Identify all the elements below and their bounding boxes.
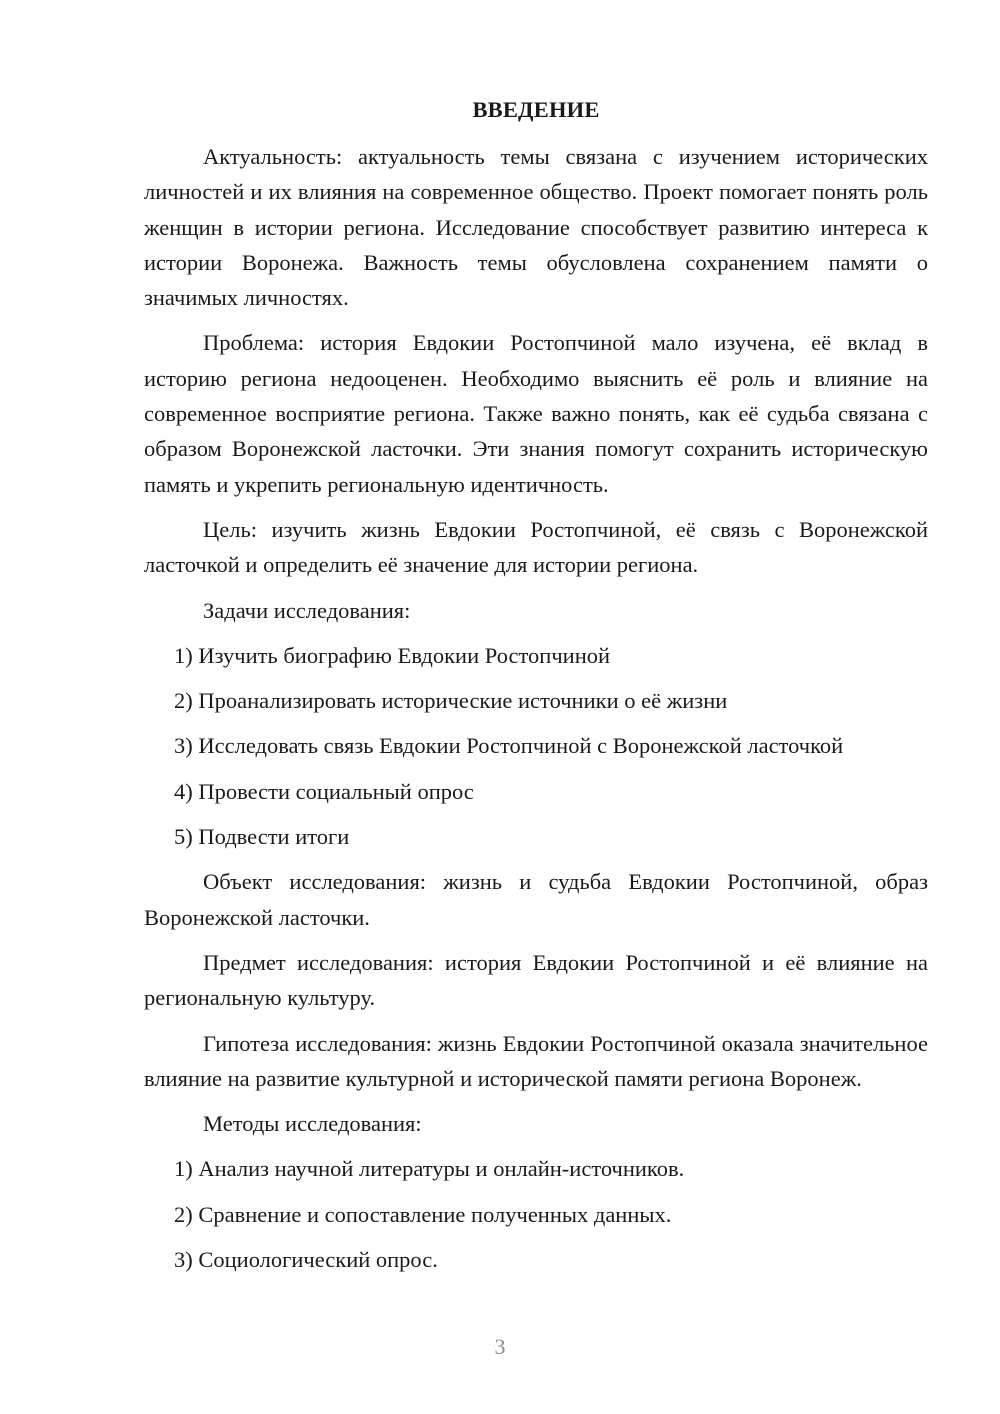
task-item: 5) Подвести итоги [174, 824, 350, 850]
task-item: 1) Изучить биографию Евдокии Ростопчиной [174, 642, 611, 668]
subject-paragraph: Предмет исследования: история Евдокии Ростопчиной и её влияние на региональную культуру. [144, 949, 928, 1011]
problem-paragraph: Проблема: история Евдокии Ростопчиной мало изучена, её вклад в историю региона недооценен. Необходимо выяснить её роль и влияние на современное восприятие региона. Также важно понять, как её судьба связана с образом Воронежской ласточки. Эти знания помогут сохранить историческую память и укрепить региональную идентичность. [144, 330, 928, 497]
task-item: 2) Проанализировать исторические источники о её жизни [174, 688, 728, 714]
relevance-paragraph: Актуальность: актуальность темы связана с изучением исторических личностей и их влияния на современное общество. Проект помогает понять роль женщин в истории региона. Исследование способствует развитию интереса к истории Воронежа. Важность темы обусловлена сохранением памяти о значимых личностях. [144, 144, 928, 311]
method-item: 2) Сравнение и сопоставление полученных данных. [174, 1201, 672, 1227]
task-item: 3) Исследовать связь Евдокии Ростопчиной с Воронежской ласточкой [174, 733, 844, 759]
object-paragraph: Объект исследования: жизнь и судьба Евдокии Ростопчиной, образ Воронежской ласточки. [144, 869, 928, 930]
hypothesis-paragraph: Гипотеза исследования: жизнь Евдокии Ростопчиной оказала значительное влияние на развитие культурной и исторической памяти региона Воронеж. [144, 1030, 928, 1091]
method-item: 3) Социологический опрос. [174, 1247, 438, 1273]
task-item: 4) Провести социальный опрос [174, 778, 474, 804]
document-page [144, 95, 928, 1287]
section-title: ВВЕДЕНИЕ [472, 97, 600, 122]
goal-paragraph: Цель: изучить жизнь Евдокии Ростопчиной, её связь с Воронежской ласточкой и определить её значение для истории региона. [144, 516, 928, 578]
page-number: 3 [494, 1334, 506, 1359]
methods-heading: Методы исследования: [203, 1111, 422, 1137]
method-item: 1) Анализ научной литературы и онлайн-источников. [174, 1156, 685, 1182]
tasks-heading: Задачи исследования: [203, 597, 411, 623]
